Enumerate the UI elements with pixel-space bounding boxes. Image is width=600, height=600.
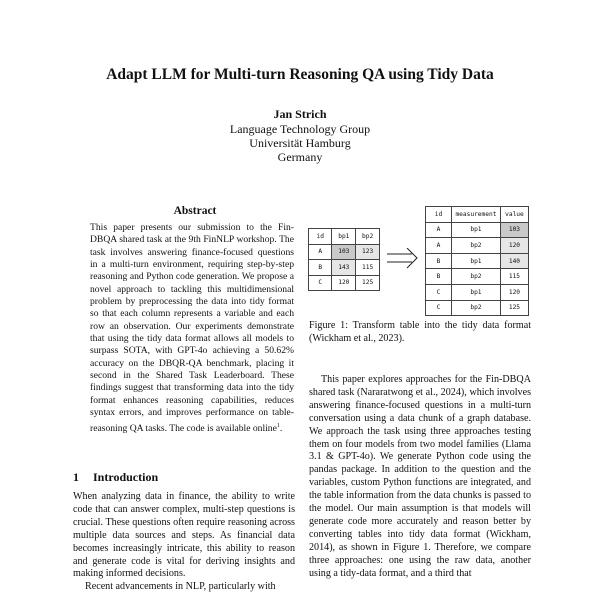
- affiliation-line-2: Universität Hamburg: [249, 136, 351, 150]
- affiliation-line-1: Language Technology Group: [229, 122, 371, 136]
- table-cell: A: [309, 244, 332, 260]
- tidy-format-table: [425, 206, 529, 316]
- table-cell: C: [426, 284, 452, 300]
- table-cell: bp1: [452, 284, 501, 300]
- intro-paragraph-1: When analyzing data in finance, the ability to write code that can answer complex, multi-step questions is crucial. These questions often require reasoning across multiple data sources and steps. As financial data becomes increasingly intricate, this ability to reason and generate code is vital for deriving insights and making informed decisions.: [73, 491, 295, 580]
- table-cell: 123: [356, 244, 380, 260]
- table-header-cell: value: [500, 207, 528, 223]
- section-title: Introduction: [93, 470, 159, 484]
- table-cell: 125: [356, 275, 380, 291]
- section-number: 1: [73, 470, 79, 484]
- table-row: [426, 284, 529, 300]
- right-column-paragraph: This paper explores approaches for the Fin-DBQA shared task (Nararatwong et al., 2024), which involves answering finance-focused questions in a multi-turn conversation using a data chunk of a graph database. We approach the task using three approaches testing them on four models from two model families (Llama 3.1 & GPT-4o). We generate Python code using the pandas package. In addition to the question and the variables, custom Python functions are integrated, and the table information from the data chunks is passed to the model. Our main assumption is that models will generate code more accurately and reason better by converting tables into tidy data format (Wickham, 2014), as shown in Figure 1. Therefore, we compare three approaches: one using the raw data, another using a tidy-data format, and a third that: [309, 374, 531, 579]
- table-cell: B: [309, 260, 332, 276]
- author-name: Jan Strich: [273, 107, 327, 121]
- figure-caption: Figure 1: Transform table into the tidy data format (Wickham et al., 2023).: [309, 320, 531, 344]
- table-cell: bp1: [452, 222, 501, 238]
- intro-paragraph-2: Recent advancements in NLP, particularly with: [85, 581, 276, 593]
- table-cell: A: [426, 222, 452, 238]
- table-row: [426, 253, 529, 269]
- table-cell: bp2: [452, 269, 501, 285]
- table-cell: bp2: [452, 300, 501, 316]
- introduction-body: [73, 491, 295, 594]
- abstract-text: This paper presents our submission to the Fin-DBQA shared task at the 9th FinNLP workshop. The task involves answering finance-focused questions in a multi-turn environment, requiring step-by-step reasoning and Python code generation. We propose a novel approach to tackling this multidimensional problem by preprocessing the data into tidy format so that each column represents a variable and each row an observation. Our experiments demonstrate that using the tidy data format allows all models to surpass SOTA, with GPT-4o achieving a 50.62% accuracy on the DBQR-QA benchmark, placing it second in the Shared Task Leaderboard. These findings suggest that transforming data into the tidy format enhances reasoning capabilities, reduces syntax errors, and improves performance on table-reasoning QA tasks. The code is available online: [90, 222, 294, 434]
- table-header-row: [309, 229, 380, 245]
- abstract-body: [90, 222, 294, 435]
- wide-format-table: [308, 228, 380, 291]
- table-header-cell: measurement: [452, 207, 501, 223]
- table-cell: 125: [500, 300, 528, 316]
- table-cell: 140: [500, 253, 528, 269]
- paper-title: Adapt LLM for Multi-turn Reasoning QA using Tidy Data: [106, 66, 494, 83]
- table-row: [426, 269, 529, 285]
- section-heading: [73, 470, 158, 485]
- table-cell: C: [309, 275, 332, 291]
- table-row: [309, 244, 380, 260]
- table-cell: 143: [332, 260, 356, 276]
- table-cell: 115: [356, 260, 380, 276]
- table-header-cell: bp1: [332, 229, 356, 245]
- abstract-heading: Abstract: [173, 205, 217, 217]
- table-cell: 103: [500, 222, 528, 238]
- table-cell: C: [426, 300, 452, 316]
- abstract-end: .: [279, 422, 283, 434]
- table-row: [309, 275, 380, 291]
- table-row: [426, 238, 529, 254]
- table-cell: bp1: [452, 253, 501, 269]
- transform-arrow-icon: [387, 248, 419, 270]
- affiliation-line-3: Germany: [277, 150, 323, 164]
- table-cell: B: [426, 253, 452, 269]
- table-header-row: [426, 207, 529, 223]
- table-header-cell: id: [309, 229, 332, 245]
- table-cell: 115: [500, 269, 528, 285]
- table-cell: 120: [500, 284, 528, 300]
- table-cell: 103: [332, 244, 356, 260]
- table-row: [309, 260, 380, 276]
- table-cell: B: [426, 269, 452, 285]
- table-cell: bp2: [452, 238, 501, 254]
- table-header-cell: bp2: [356, 229, 380, 245]
- footnote-mark[interactable]: 1: [276, 422, 280, 429]
- table-row: [426, 300, 529, 316]
- table-cell: 120: [332, 275, 356, 291]
- table-cell: 120: [500, 238, 528, 254]
- table-row: [426, 222, 529, 238]
- table-cell: A: [426, 238, 452, 254]
- table-header-cell: id: [426, 207, 452, 223]
